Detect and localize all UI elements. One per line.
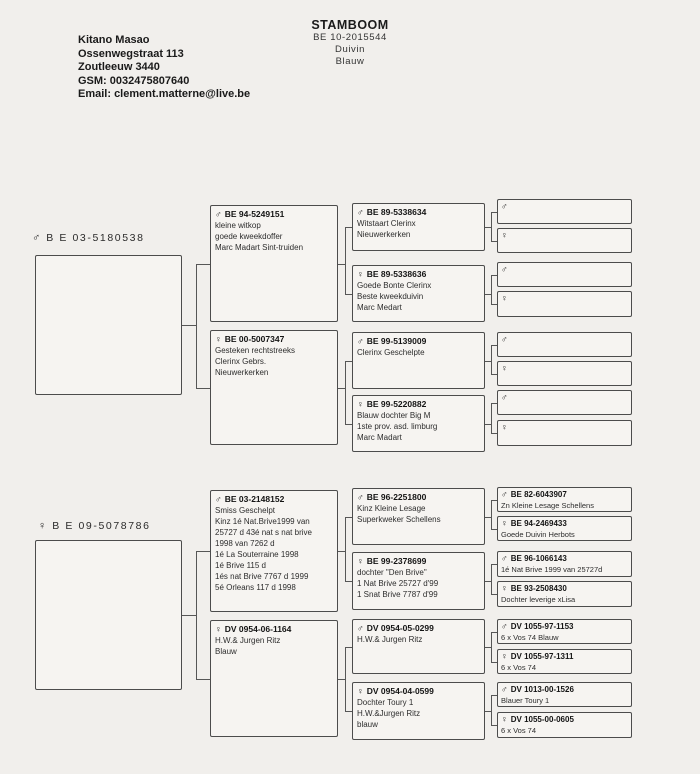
connector-line: [338, 679, 345, 680]
owner-email: Email: clement.matterne@live.be: [78, 88, 251, 100]
male-symbol-icon: ♂: [215, 209, 222, 219]
pedigree-box-dam-gen4-3: [497, 551, 632, 577]
ring-number: BE 96-2251800: [366, 492, 427, 502]
box-header: [215, 334, 333, 345]
connector-line: [491, 594, 497, 595]
pedigree-box-sire-gen2-2: [210, 330, 338, 445]
box-header: [357, 556, 480, 567]
pedigree-note: Blauw dochter Big M: [357, 411, 431, 420]
female-symbol-icon: ♀: [215, 624, 222, 634]
connector-line: [491, 695, 497, 696]
connector-line: [345, 517, 346, 581]
pedigree-note: 5é Orleans 117 d 1998: [215, 583, 296, 592]
ring-number: DV 0954-06-1164: [224, 624, 292, 634]
pedigree-note: 6 x Vos 74: [501, 725, 537, 735]
ring-number: BE 94-5249151: [224, 209, 285, 219]
pedigree-box-sire-gen2-1: [210, 205, 338, 322]
root-ring-label-sire: [32, 232, 145, 244]
connector-line: [196, 388, 210, 389]
pedigree-note: Blauer Toury 1: [501, 695, 550, 705]
female-symbol-icon: ♀: [501, 363, 508, 373]
pedigree-box-dam-gen4-2: [497, 516, 632, 541]
connector-line: [182, 615, 196, 616]
box-header: [357, 492, 480, 503]
ring-number: DV 1055-97-1311: [510, 652, 574, 661]
connector-line: [491, 241, 497, 242]
male-symbol-icon: ♂: [357, 492, 364, 502]
pedigree-box-dam-gen3-2: [352, 552, 485, 610]
ring-number: BE 99-5220882: [366, 399, 427, 409]
ring-number: BE 89-5338636: [366, 269, 427, 279]
box-header: [501, 489, 628, 501]
pedigree-note: Marc Medart: [357, 303, 402, 312]
pedigree-box-dam-root: [35, 540, 182, 690]
owner-gsm: GSM: 0032475807640: [78, 74, 190, 87]
connector-line: [345, 361, 352, 362]
box-header: [501, 621, 628, 633]
ring-number: DV 1013-00-1526: [510, 685, 574, 694]
pedigree-box-dam-gen4-6: [497, 649, 632, 674]
pedigree-box-dam-gen2-1: [210, 490, 338, 612]
owner-name: Kitano Masao: [78, 34, 150, 46]
ring-number: BE 03-2148152: [224, 494, 285, 504]
connector-line: [196, 679, 210, 680]
subject-ring: BE 10-2015544: [313, 32, 387, 43]
pedigree-note: Nieuwerkerken: [215, 368, 269, 377]
box-header: [357, 686, 480, 697]
pedigree-note: 1é La Souterraine 1998: [215, 550, 299, 559]
connector-line: [491, 632, 497, 633]
pedigree-box-sire-gen4-6: [497, 361, 632, 386]
connector-line: [182, 325, 196, 326]
document-title: STAMBOOM: [311, 18, 389, 32]
box-header: [357, 336, 480, 347]
box-header: [501, 334, 628, 346]
box-header: [215, 624, 333, 635]
male-symbol-icon: ♂: [357, 336, 364, 346]
connector-line: [491, 529, 497, 530]
connector-line: [491, 632, 492, 662]
connector-line: [491, 500, 497, 501]
ring-number: DV 0954-04-0599: [366, 686, 434, 696]
box-header: [357, 399, 480, 410]
pedigree-note: blauw: [357, 720, 378, 729]
box-header: [501, 684, 628, 696]
male-symbol-icon: ♂: [501, 334, 508, 344]
pedigree-box-dam-gen3-3: [352, 619, 485, 674]
pedigree-box-sire-gen4-8: [497, 420, 632, 446]
pedigree-box-sire-gen3-1: [352, 203, 485, 251]
pedigree-note: Smiss Geschelpt: [215, 506, 276, 515]
box-header: [501, 363, 628, 375]
male-symbol-icon: ♂: [501, 201, 508, 211]
box-header: [501, 422, 628, 434]
pedigree-note: Dochter leverige xLisa: [501, 594, 576, 604]
ring-number: DV 0954-05-0299: [366, 623, 434, 633]
box-header: [501, 201, 628, 213]
connector-line: [345, 227, 352, 228]
connector-line: [196, 264, 197, 388]
box-header: [501, 651, 628, 663]
connector-line: [491, 564, 497, 565]
pedigree-box-sire-gen4-1: [497, 199, 632, 224]
pedigree-note: Marc Madart Sint-truiden: [215, 243, 304, 252]
pedigree-note: H.W.&Jurgen Ritz: [357, 709, 421, 718]
box-header: [501, 714, 628, 726]
pedigree-note: Marc Madart: [357, 433, 402, 442]
connector-line: [491, 275, 497, 276]
box-header: [501, 583, 628, 595]
pedigree-box-sire-gen4-3: [497, 262, 632, 287]
ring-number: BE 96-1066143: [510, 554, 567, 563]
connector-line: [491, 304, 497, 305]
pedigree-note: 1és nat Brive 7767 d 1999: [215, 572, 309, 581]
pedigree-box-sire-gen4-7: [497, 390, 632, 415]
pedigree-note: Kinz 1é Nat.Brive1999 van: [215, 517, 310, 526]
pedigree-note: Goede Bonte Clerinx: [357, 281, 432, 290]
connector-line: [491, 433, 497, 434]
pedigree-note: 1ste prov. asd. limburg: [357, 422, 438, 431]
pedigree-box-sire-gen3-3: [352, 332, 485, 389]
female-symbol-icon: ♀: [501, 651, 508, 661]
ring-number: BE 99-2378699: [366, 556, 427, 566]
box-header: [501, 293, 628, 305]
pedigree-box-sire-gen4-5: [497, 332, 632, 357]
pedigree-note: H.W.& Jurgen Ritz: [357, 635, 423, 644]
female-symbol-icon: ♀: [501, 293, 508, 303]
male-symbol-icon: ♂: [501, 392, 508, 402]
connector-line: [491, 275, 492, 304]
pedigree-note: 1é Brive 115 d: [215, 561, 266, 570]
female-symbol-icon: ♀: [215, 334, 222, 344]
pedigree-box-sire-gen3-2: [352, 265, 485, 322]
connector-line: [345, 424, 352, 425]
box-header: [357, 207, 480, 218]
box-header: [501, 230, 628, 242]
pedigree-box-sire-gen4-4: [497, 291, 632, 317]
pedigree-box-sire-root: [35, 255, 182, 395]
connector-line: [345, 227, 346, 294]
box-header: [501, 264, 628, 276]
pedigree-box-dam-gen4-7: [497, 682, 632, 707]
pedigree-box-dam-gen3-4: [352, 682, 485, 740]
pedigree-note: Beste kweekduivin: [357, 292, 424, 301]
pedigree-note: Dochter Toury 1: [357, 698, 414, 707]
connector-line: [345, 647, 346, 711]
ring-number: BE 94-2469433: [510, 519, 567, 528]
box-header: [357, 623, 480, 634]
pedigree-note: Gesteken rechtstreeks: [215, 346, 296, 355]
pedigree-note: Nieuwerkerken: [357, 230, 411, 239]
male-symbol-icon: ♂: [501, 264, 508, 274]
male-symbol-icon: ♂: [215, 494, 222, 504]
female-symbol-icon: ♀: [357, 686, 364, 696]
male-symbol-icon: ♂: [501, 684, 508, 694]
pedigree-note: Blauw: [215, 647, 237, 656]
owner-city: Zoutleeuw 3440: [78, 61, 160, 73]
connector-line: [491, 695, 492, 725]
connector-line: [491, 345, 497, 346]
pedigree-box-dam-gen3-1: [352, 488, 485, 545]
pedigree-note: Kinz Kleine Lesage: [357, 504, 426, 513]
male-symbol-icon: ♂: [357, 623, 364, 633]
connector-line: [491, 403, 492, 433]
connector-line: [491, 725, 497, 726]
connector-line: [491, 662, 497, 663]
pedigree-box-sire-gen4-2: [497, 228, 632, 253]
pedigree-note: 1 Snat Brive 7787 d'99: [357, 590, 438, 599]
connector-line: [491, 374, 497, 375]
male-symbol-icon: ♂: [501, 553, 508, 563]
connector-line: [196, 551, 197, 679]
female-symbol-icon: ♀: [501, 422, 508, 432]
ring-number: BE 89-5338634: [366, 207, 427, 217]
connector-line: [338, 388, 345, 389]
pedigree-box-dam-gen4-1: [497, 487, 632, 512]
connector-line: [345, 711, 352, 712]
female-symbol-icon: ♀: [501, 230, 508, 240]
ring-number: BE 93-2508430: [510, 584, 567, 593]
male-symbol-icon: ♂: [357, 207, 364, 217]
subject-sex: Duivin: [335, 44, 365, 55]
female-symbol-icon: ♀: [501, 583, 508, 593]
box-header: [215, 494, 333, 505]
pedigree-note: H.W.& Jurgen Ritz: [215, 636, 281, 645]
pedigree-note: 1é Nat Brive 1999 van 25727d: [501, 564, 603, 574]
box-header: [501, 553, 628, 565]
subject-color: Blauw: [335, 56, 365, 67]
male-symbol-icon: ♂: [501, 621, 508, 631]
pedigree-note: 1998 van 7262 d: [215, 539, 275, 548]
female-symbol-icon: ♀: [357, 399, 364, 409]
male-symbol-icon: ♂: [32, 232, 41, 244]
connector-line: [491, 212, 497, 213]
ring-number: BE 99-5139009: [366, 336, 427, 346]
pedigree-note: kleine witkop: [215, 221, 261, 230]
ring-number: DV 1055-00-0605: [510, 715, 574, 724]
pedigree-note: Witstaart Clerinx: [357, 219, 416, 228]
connector-line: [491, 345, 492, 374]
owner-street: Ossenwegstraat 113: [78, 47, 184, 60]
connector-line: [491, 403, 497, 404]
female-symbol-icon: ♀: [501, 714, 508, 724]
female-symbol-icon: ♀: [357, 269, 364, 279]
pedigree-note: Goede Duivin Herbots: [501, 529, 575, 539]
box-header: [501, 392, 628, 404]
ring-number: B E 09-5078786: [52, 520, 151, 532]
pedigree-note: 25727 d 43é nat s nat brive: [215, 528, 312, 537]
pedigree-note: Superkweker Schellens: [357, 515, 441, 524]
pedigree-note: 1 Nat Brive 25727 d'99: [357, 579, 439, 588]
pedigree-box-dam-gen4-4: [497, 581, 632, 607]
ring-number: BE 82-6043907: [510, 490, 567, 499]
ring-number: DV 1055-97-1153: [510, 622, 574, 631]
connector-line: [196, 551, 210, 552]
box-header: [501, 518, 628, 530]
ring-number: BE 00-5007347: [224, 334, 285, 344]
pedigree-note: Clerinx Gebrs.: [215, 357, 267, 366]
pedigree-note: dochter "Den Brive": [357, 568, 427, 577]
pedigree-note: goede kweekdoffer: [215, 232, 283, 241]
connector-line: [338, 551, 345, 552]
pedigree-box-sire-gen3-4: [352, 395, 485, 452]
connector-line: [345, 361, 346, 424]
female-symbol-icon: ♀: [501, 518, 508, 528]
pedigree-note: Clerinx Geschelpte: [357, 348, 425, 357]
connector-line: [491, 500, 492, 529]
pedigree-box-dam-gen2-2: [210, 620, 338, 737]
connector-line: [345, 581, 352, 582]
connector-line: [491, 212, 492, 241]
female-symbol-icon: ♀: [38, 520, 47, 532]
pedigree-box-dam-gen4-8: [497, 712, 632, 738]
connector-line: [345, 294, 352, 295]
pedigree-note: Zn Kleine Lesage Schellens: [501, 500, 594, 510]
root-ring-label-dam: [38, 520, 151, 532]
connector-line: [345, 647, 352, 648]
pedigree-note: 6 x Vos 74: [501, 662, 537, 672]
box-header: [215, 209, 333, 220]
male-symbol-icon: ♂: [501, 489, 508, 499]
pedigree-note: 6 x Vos 74 Blauw: [501, 632, 559, 642]
pedigree-box-dam-gen4-5: [497, 619, 632, 644]
connector-line: [196, 264, 210, 265]
connector-line: [345, 517, 352, 518]
connector-line: [491, 564, 492, 594]
box-header: [357, 269, 480, 280]
connector-line: [338, 264, 345, 265]
female-symbol-icon: ♀: [357, 556, 364, 566]
ring-number: B E 03-5180538: [46, 232, 145, 244]
